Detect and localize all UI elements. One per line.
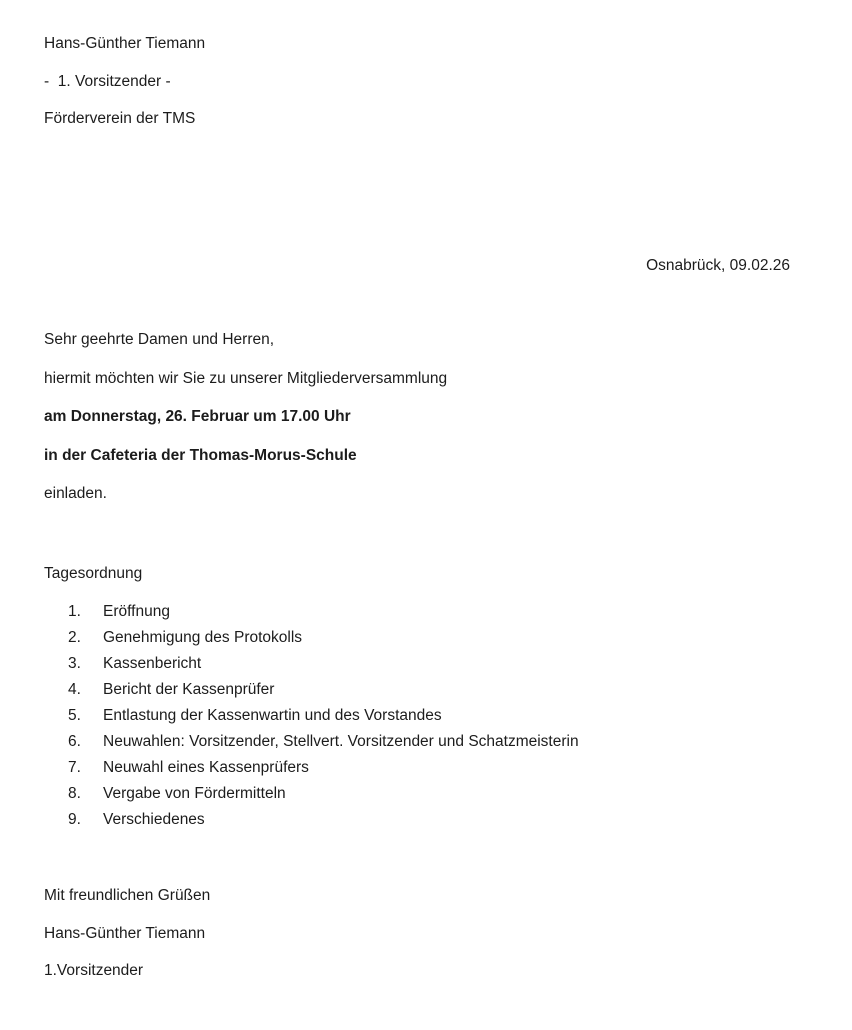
list-item-label: Eröffnung xyxy=(103,603,170,620)
list-item xyxy=(68,708,579,734)
invitation-intro: hiermit möchten wir Sie zu unserer Mitgliederversammlung xyxy=(44,369,448,387)
list-item-number: 5. xyxy=(68,707,81,724)
sender-name: Hans-Günther Tiemann xyxy=(44,35,206,52)
signer-role: 1.Vorsitzender xyxy=(44,962,144,979)
agenda-heading: Tagesordnung xyxy=(44,565,143,582)
list-item xyxy=(68,630,579,656)
agenda-list xyxy=(68,604,579,838)
list-item xyxy=(68,734,579,760)
list-item-label: Bericht der Kassenprüfer xyxy=(103,681,275,698)
list-item-number: 6. xyxy=(68,733,81,750)
list-item xyxy=(68,760,579,786)
letter-body xyxy=(44,332,447,502)
list-item xyxy=(68,812,579,838)
list-item-number: 4. xyxy=(68,681,81,698)
list-item xyxy=(68,682,579,708)
list-item-label: Vergabe von Fördermitteln xyxy=(103,785,286,802)
list-item xyxy=(68,656,579,682)
list-item-label: Verschiedenes xyxy=(103,811,205,828)
closing-block xyxy=(44,888,210,979)
list-item-number: 1. xyxy=(68,603,81,620)
list-item-number: 7. xyxy=(68,759,81,776)
sender-organization: Förderverein der TMS xyxy=(44,110,196,127)
invitation-verb: einladen. xyxy=(44,485,107,502)
list-item-label: Entlastung der Kassenwartin und des Vorstandes xyxy=(103,707,442,724)
list-item xyxy=(68,786,579,812)
list-item-number: 3. xyxy=(68,655,81,672)
list-item-label: Kassenbericht xyxy=(103,655,202,672)
list-item-number: 2. xyxy=(68,629,81,646)
list-item-label: Neuwahlen: Vorsitzender, Stellvert. Vorsitzender und Schatzmeisterin xyxy=(103,733,579,750)
list-item xyxy=(68,604,579,630)
meeting-location: in der Cafeteria der Thomas-Morus-Schule xyxy=(44,446,357,464)
meeting-datetime: am Donnerstag, 26. Februar um 17.00 Uhr xyxy=(44,408,351,425)
list-item-label: Genehmigung des Protokolls xyxy=(103,629,303,646)
valediction: Mit freundlichen Grüßen xyxy=(44,887,211,904)
sender-block xyxy=(44,36,205,127)
list-item-number: 9. xyxy=(68,811,81,828)
list-item-number: 8. xyxy=(68,785,81,802)
sender-role: - 1. Vorsitzender - xyxy=(44,72,171,90)
list-item-label: Neuwahl eines Kassenprüfers xyxy=(103,759,309,776)
salutation: Sehr geehrte Damen und Herren, xyxy=(44,331,275,348)
place-and-date: Osnabrück, 09.02.26 xyxy=(646,257,790,274)
signer-name: Hans-Günther Tiemann xyxy=(44,924,206,942)
